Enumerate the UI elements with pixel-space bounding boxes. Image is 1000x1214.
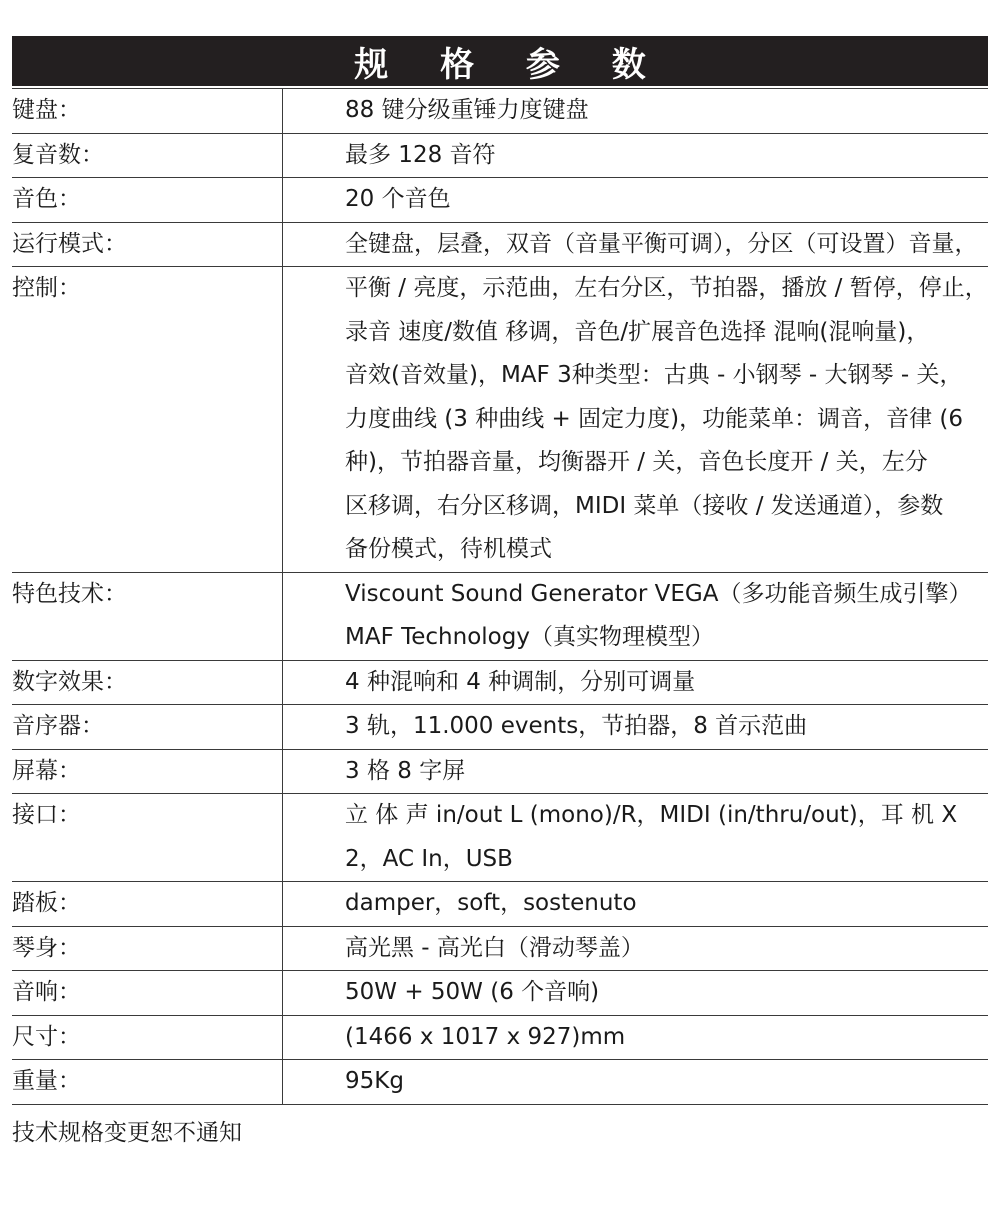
spec-value [283, 573, 988, 660]
spec-value-line: 88 键分级重锤力度键盘 [345, 97, 589, 123]
spec-label: 琴身： [12, 927, 283, 971]
spec-row [12, 927, 988, 972]
spec-value-line: 平衡 / 亮度，示范曲，左右分区，节拍器，播放 / 暂停，停止， [345, 275, 988, 301]
spec-label: 音响： [12, 971, 283, 1015]
spec-label: 控制： [12, 267, 283, 572]
spec-value [283, 882, 988, 926]
spec-title: 规 格 参 数 [354, 44, 666, 85]
spec-value-line: 50W + 50W (6 个音响) [345, 979, 600, 1005]
spec-value-line: (1466 x 1017 x 927)mm [345, 1023, 626, 1050]
spec-value [283, 661, 988, 705]
spec-value-line: 区移调，右分区移调，MIDI 菜单（接收 / 发送通道），参数 [345, 492, 944, 519]
spec-label: 特色技术： [12, 573, 283, 660]
spec-value-line: 2，AC In，USB [345, 845, 513, 872]
spec-value [283, 705, 988, 749]
spec-value [283, 267, 988, 572]
spec-value [283, 223, 988, 267]
spec-value [283, 134, 988, 178]
footer-note: 技术规格变更恕不通知 [12, 1120, 242, 1146]
spec-value-line: 20 个音色 [345, 186, 451, 212]
spec-row [12, 705, 988, 750]
spec-value-line: 音效(音效量)，MAF 3种类型：古典 - 小钢琴 - 大钢琴 - 关， [345, 362, 963, 388]
spec-label: 接口： [12, 794, 283, 881]
spec-value-line: 种)，节拍器音量，均衡器开 / 关，音色长度开 / 关，左分 [345, 449, 928, 475]
spec-value-line: damper，soft，sostenuto [345, 890, 637, 916]
spec-table [12, 88, 988, 1105]
spec-value [283, 178, 988, 222]
spec-value-line: Viscount Sound Generator VEGA（多功能音频生成引擎） [345, 580, 972, 607]
spec-value-line: MAF Technology（真实物理模型） [345, 624, 714, 650]
spec-header [12, 36, 988, 86]
spec-row [12, 661, 988, 706]
spec-value-line: 4 种混响和 4 种调制，分别可调量 [345, 668, 696, 695]
spec-label: 复音数： [12, 134, 283, 178]
spec-value-line: 3 格 8 字屏 [345, 757, 466, 784]
spec-row [12, 1060, 988, 1105]
spec-value-line: 录音 速度/数值 移调，音色/扩展音色选择 混响(混响量)， [345, 318, 930, 345]
spec-row [12, 573, 988, 661]
spec-value-line: 力度曲线 (3 种曲线 + 固定力度)，功能菜单：调音，音律 (6 [345, 405, 964, 432]
spec-value-line: 立 体 声 in/out L (mono)/R，MIDI (in/thru/out)，耳 机 X [345, 802, 958, 828]
spec-label: 键盘： [12, 89, 283, 133]
spec-row [12, 794, 988, 882]
spec-value [283, 927, 988, 971]
spec-row [12, 223, 988, 268]
spec-value [283, 89, 988, 133]
spec-value [283, 971, 988, 1015]
spec-row [12, 267, 988, 573]
spec-value-line: 备份模式，待机模式 [345, 536, 552, 562]
spec-label: 屏幕： [12, 750, 283, 794]
spec-label: 尺寸： [12, 1016, 283, 1060]
spec-value [283, 794, 988, 881]
spec-row [12, 89, 988, 134]
spec-value-line: 3 轨，11.000 events，节拍器，8 首示范曲 [345, 713, 808, 739]
spec-label: 踏板： [12, 882, 283, 926]
spec-value-line: 最多 128 音符 [345, 141, 496, 168]
spec-label: 数字效果： [12, 661, 283, 705]
spec-row [12, 750, 988, 795]
spec-value [283, 1060, 988, 1104]
spec-row [12, 134, 988, 179]
spec-value-line: 高光黑 - 高光白（滑动琴盖） [345, 934, 644, 961]
spec-row [12, 882, 988, 927]
spec-row [12, 178, 988, 223]
spec-value [283, 750, 988, 794]
spec-row [12, 1016, 988, 1061]
spec-row [12, 971, 988, 1016]
spec-label: 运行模式： [12, 223, 283, 267]
spec-value [283, 1016, 988, 1060]
spec-label: 重量： [12, 1060, 283, 1104]
spec-label: 音序器： [12, 705, 283, 749]
spec-value-line: 95Kg [345, 1068, 404, 1094]
spec-label: 音色： [12, 178, 283, 222]
spec-value-line: 全键盘，层叠，双音（音量平衡可调），分区（可设置）音量， [345, 230, 978, 257]
